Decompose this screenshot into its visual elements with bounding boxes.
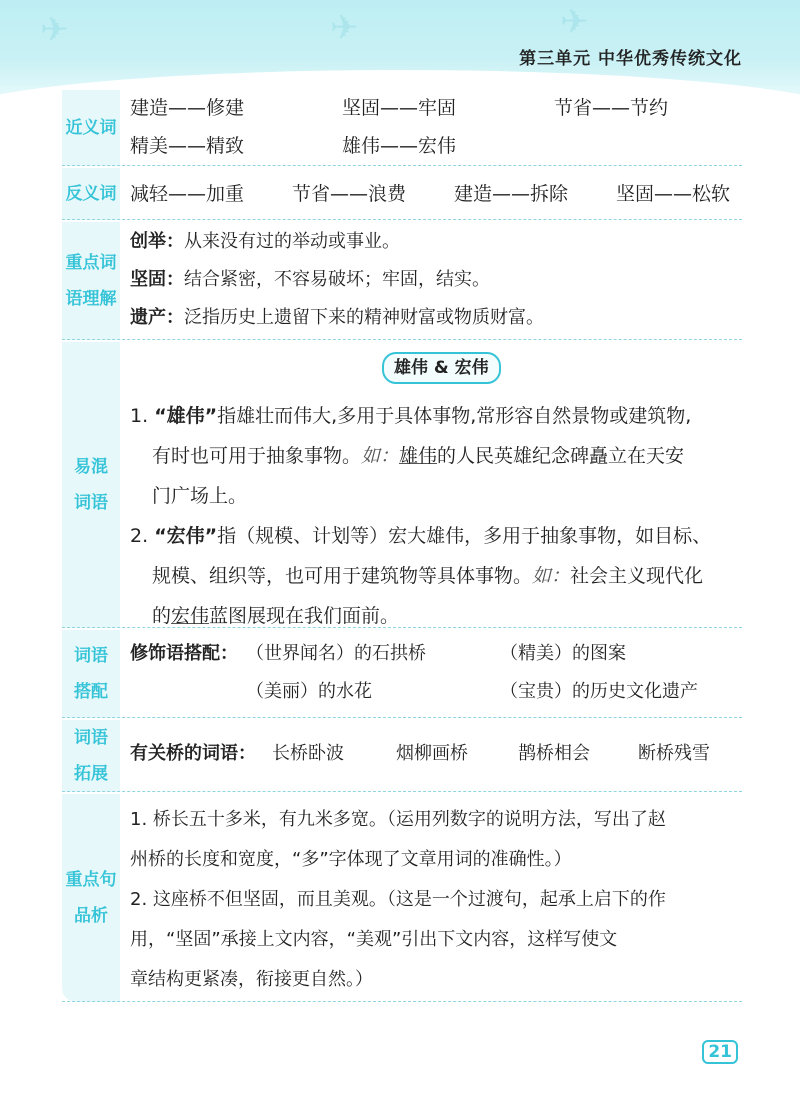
- word-pair-badge: 雄伟 & 宏伟: [382, 352, 501, 384]
- collocation-item: （世界闻名）的石拱桥: [246, 643, 426, 664]
- extension-item: 断桥残雪: [638, 743, 710, 764]
- extension-content: [130, 720, 742, 792]
- synonym-pair: 精美——精致: [130, 135, 245, 157]
- collocation-item: （宝贵）的历史文化遗产: [500, 681, 698, 702]
- sentence-analysis-content: [130, 794, 742, 1002]
- explanation-1-line2: 有时也可用于抽象事物。如：雄伟的人民英雄纪念碑矗立在天安: [152, 445, 685, 467]
- definition-item: 坚固：结合紧密，不容易破坏；牢固，结实。: [130, 269, 490, 290]
- antonyms-content: [130, 168, 742, 220]
- synonyms-row: [62, 90, 742, 166]
- key-words-row: [62, 222, 742, 340]
- collocation-label: 词语 搭配: [62, 630, 120, 718]
- collocation-item: （精美）的图案: [500, 643, 626, 664]
- row-divider: [62, 165, 742, 166]
- synonym-pair: 节省——节约: [554, 97, 669, 119]
- row-divider: [62, 219, 742, 220]
- sentence-2-line3: 章结构更紧凑，衔接更自然。）: [130, 969, 373, 990]
- row-divider: [62, 717, 742, 718]
- collocation-row: [62, 630, 742, 718]
- antonyms-row: [62, 168, 742, 220]
- example-mark: 如：: [532, 565, 571, 587]
- extension-row: [62, 720, 742, 792]
- synonym-pair: 坚固——牢固: [342, 97, 457, 119]
- confusing-words-content: [130, 342, 742, 628]
- explanation-2-line3: 的宏伟蓝图展现在我们面前。: [152, 605, 400, 627]
- synonym-pair: 建造——修建: [130, 97, 245, 119]
- definition-item: 遗产：泛指历史上遗留下来的精神财富或物质财富。: [130, 307, 544, 328]
- unit-title: 第三单元 中华优秀传统文化: [519, 49, 742, 69]
- page-number: 21: [702, 1040, 738, 1064]
- sentence-2: 2. 这座桥不但坚固，而且美观。（这是一个过渡句，起承上启下的作: [130, 889, 666, 910]
- sentence-1-line2: 州桥的长度和宽度，“多”字体现了文章用词的准确性。）: [130, 849, 572, 870]
- extension-item: 烟柳画桥: [396, 743, 468, 764]
- definition-item: 创举：从来没有过的举动或事业。: [130, 231, 400, 252]
- row-divider: [62, 627, 742, 628]
- antonym-pair: 建造——拆除: [454, 183, 569, 205]
- example-mark: 如：: [361, 445, 400, 467]
- sentence-1: 1. 桥长五十多米，有九米多宽。（运用列数字的说明方法，写出了赵: [130, 809, 666, 830]
- paper-plane-icon: ✈: [40, 10, 69, 50]
- explanation-1: 1. “雄伟”指雄壮而伟大,多用于具体事物,常形容自然景物或建筑物,: [130, 405, 692, 427]
- antonym-pair: 节省——浪费: [292, 183, 407, 205]
- antonym-pair: 减轻——加重: [130, 183, 245, 205]
- key-words-content: [130, 222, 742, 340]
- extension-heading: 有关桥的词语：: [130, 743, 256, 764]
- extension-item: 鹊桥相会: [518, 743, 590, 764]
- antonym-pair: 坚固——松软: [616, 183, 731, 205]
- row-divider: [62, 791, 742, 792]
- row-divider: [62, 1001, 742, 1002]
- explanation-2-line2: 规模、组织等，也可用于建筑物等具体事物。如：社会主义现代化: [152, 565, 704, 587]
- explanation-1-line3: 门广场上。: [152, 485, 248, 507]
- row-divider: [62, 339, 742, 340]
- sentence-analysis-label: 重点句 品析: [62, 794, 120, 1002]
- paper-plane-icon: ✈: [560, 2, 589, 42]
- confusing-words-label: 易混 词语: [62, 342, 120, 628]
- extension-label: 词语 拓展: [62, 720, 120, 792]
- collocation-heading: 修饰语搭配：: [130, 643, 238, 664]
- key-words-label: 重点词 语理解: [62, 222, 120, 340]
- antonyms-label: 反义词: [62, 168, 120, 220]
- paper-plane-icon: ✈: [330, 8, 359, 48]
- synonym-pair: 雄伟——宏伟: [342, 135, 457, 157]
- sentence-analysis-row: [62, 794, 742, 1002]
- explanation-2: 2. “宏伟”指（规模、计划等）宏大雄伟，多用于抽象事物，如目标、: [130, 525, 712, 547]
- confusing-words-row: [62, 342, 742, 628]
- header-band: [0, 0, 800, 100]
- extension-item: 长桥卧波: [272, 743, 344, 764]
- synonyms-content: [130, 90, 742, 166]
- sentence-2-line2: 用，“坚固”承接上文内容，“美观”引出下文内容，这样写使文: [130, 929, 618, 950]
- collocation-content: [130, 630, 742, 718]
- collocation-item: （美丽）的水花: [246, 681, 372, 702]
- synonyms-label: 近义词: [62, 90, 120, 166]
